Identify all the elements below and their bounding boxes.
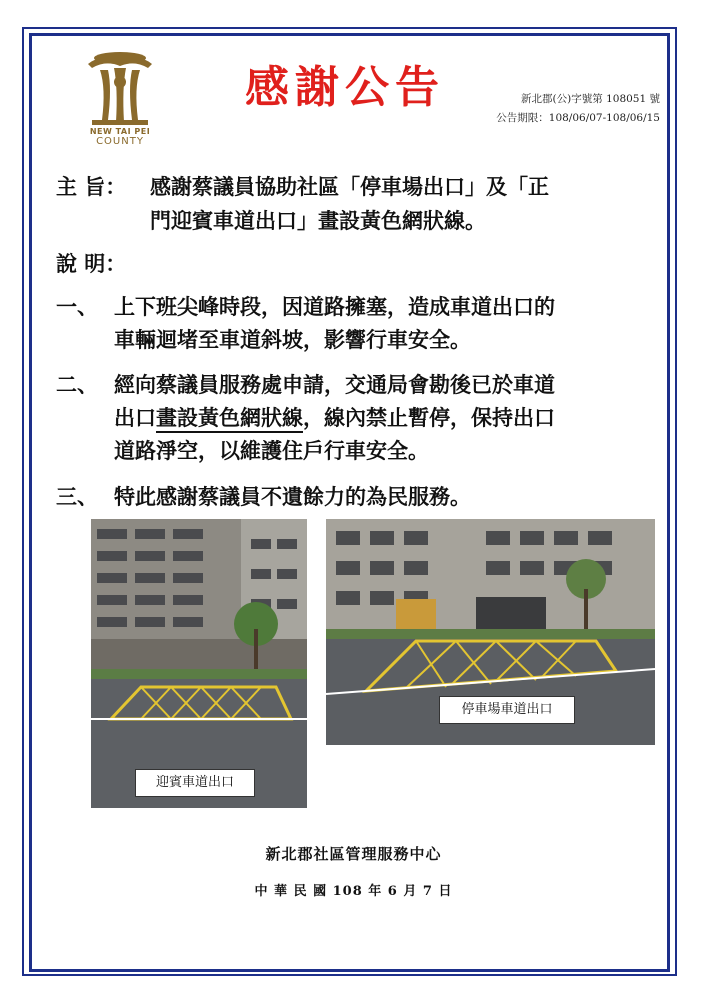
- footer-date: 中 華 民 國 108 年 6 月 7 日: [254, 884, 453, 899]
- footer-organization: 新北郡社區管理服務中心: [265, 845, 442, 863]
- doc-number: 新北郡(公)字號第 108051 號: [521, 93, 660, 105]
- item2-line3: 道路淨空，以維護住戶行車安全。: [114, 438, 429, 463]
- document-info: [470, 90, 660, 128]
- item3-line1: 特此感謝蔡議員不遺餘力的為民服務。: [114, 484, 471, 509]
- photo-caption-main-gate: 迎賓車道出口: [135, 769, 255, 797]
- county-logo: [70, 48, 170, 153]
- item2-line2-underlined: 畫設黃色網狀線: [156, 405, 303, 433]
- page-title: 感謝公告: [245, 62, 445, 113]
- notice-period: 公告期限：108/06/07-108/06/15: [496, 111, 660, 124]
- photo-main-gate-exit: [91, 519, 307, 808]
- subject-line1: 感謝蔡議員協助社區「停車場出口」及「正: [150, 174, 549, 199]
- subject-line2: 門迎賓車道出口」畫設黃色網狀線。: [150, 208, 486, 233]
- item2-line1: 經向蔡議員服務處申請，交通局會勘後已於車道: [114, 372, 555, 397]
- item1-line2: 車輛迴堵至車道斜坡，影響行車安全。: [114, 327, 471, 352]
- item3-marker: 三、: [56, 484, 98, 509]
- logo-emblem-icon: [70, 48, 170, 128]
- item2-line2: [114, 407, 555, 428]
- logo-text-line1: NEW TAI PEI: [89, 127, 151, 136]
- item1-marker: 一、: [56, 294, 98, 319]
- photo-main-gate-illustration: [91, 519, 307, 808]
- explanation-label: 說 明：: [56, 251, 127, 276]
- photo-caption-parking: 停車場車道出口: [439, 696, 575, 724]
- logo-text-line2: COUNTY: [96, 136, 144, 147]
- photo-parking-exit: [326, 519, 655, 745]
- item2-line2-pre: 出口: [114, 405, 156, 430]
- subject-label: 主 旨：: [56, 174, 127, 199]
- item2-marker: 二、: [56, 372, 98, 397]
- item2-line2-post: ，線內禁止暫停，保持出口: [303, 405, 555, 430]
- item1-line1: 上下班尖峰時段，因道路擁塞，造成車道出口的: [114, 294, 555, 319]
